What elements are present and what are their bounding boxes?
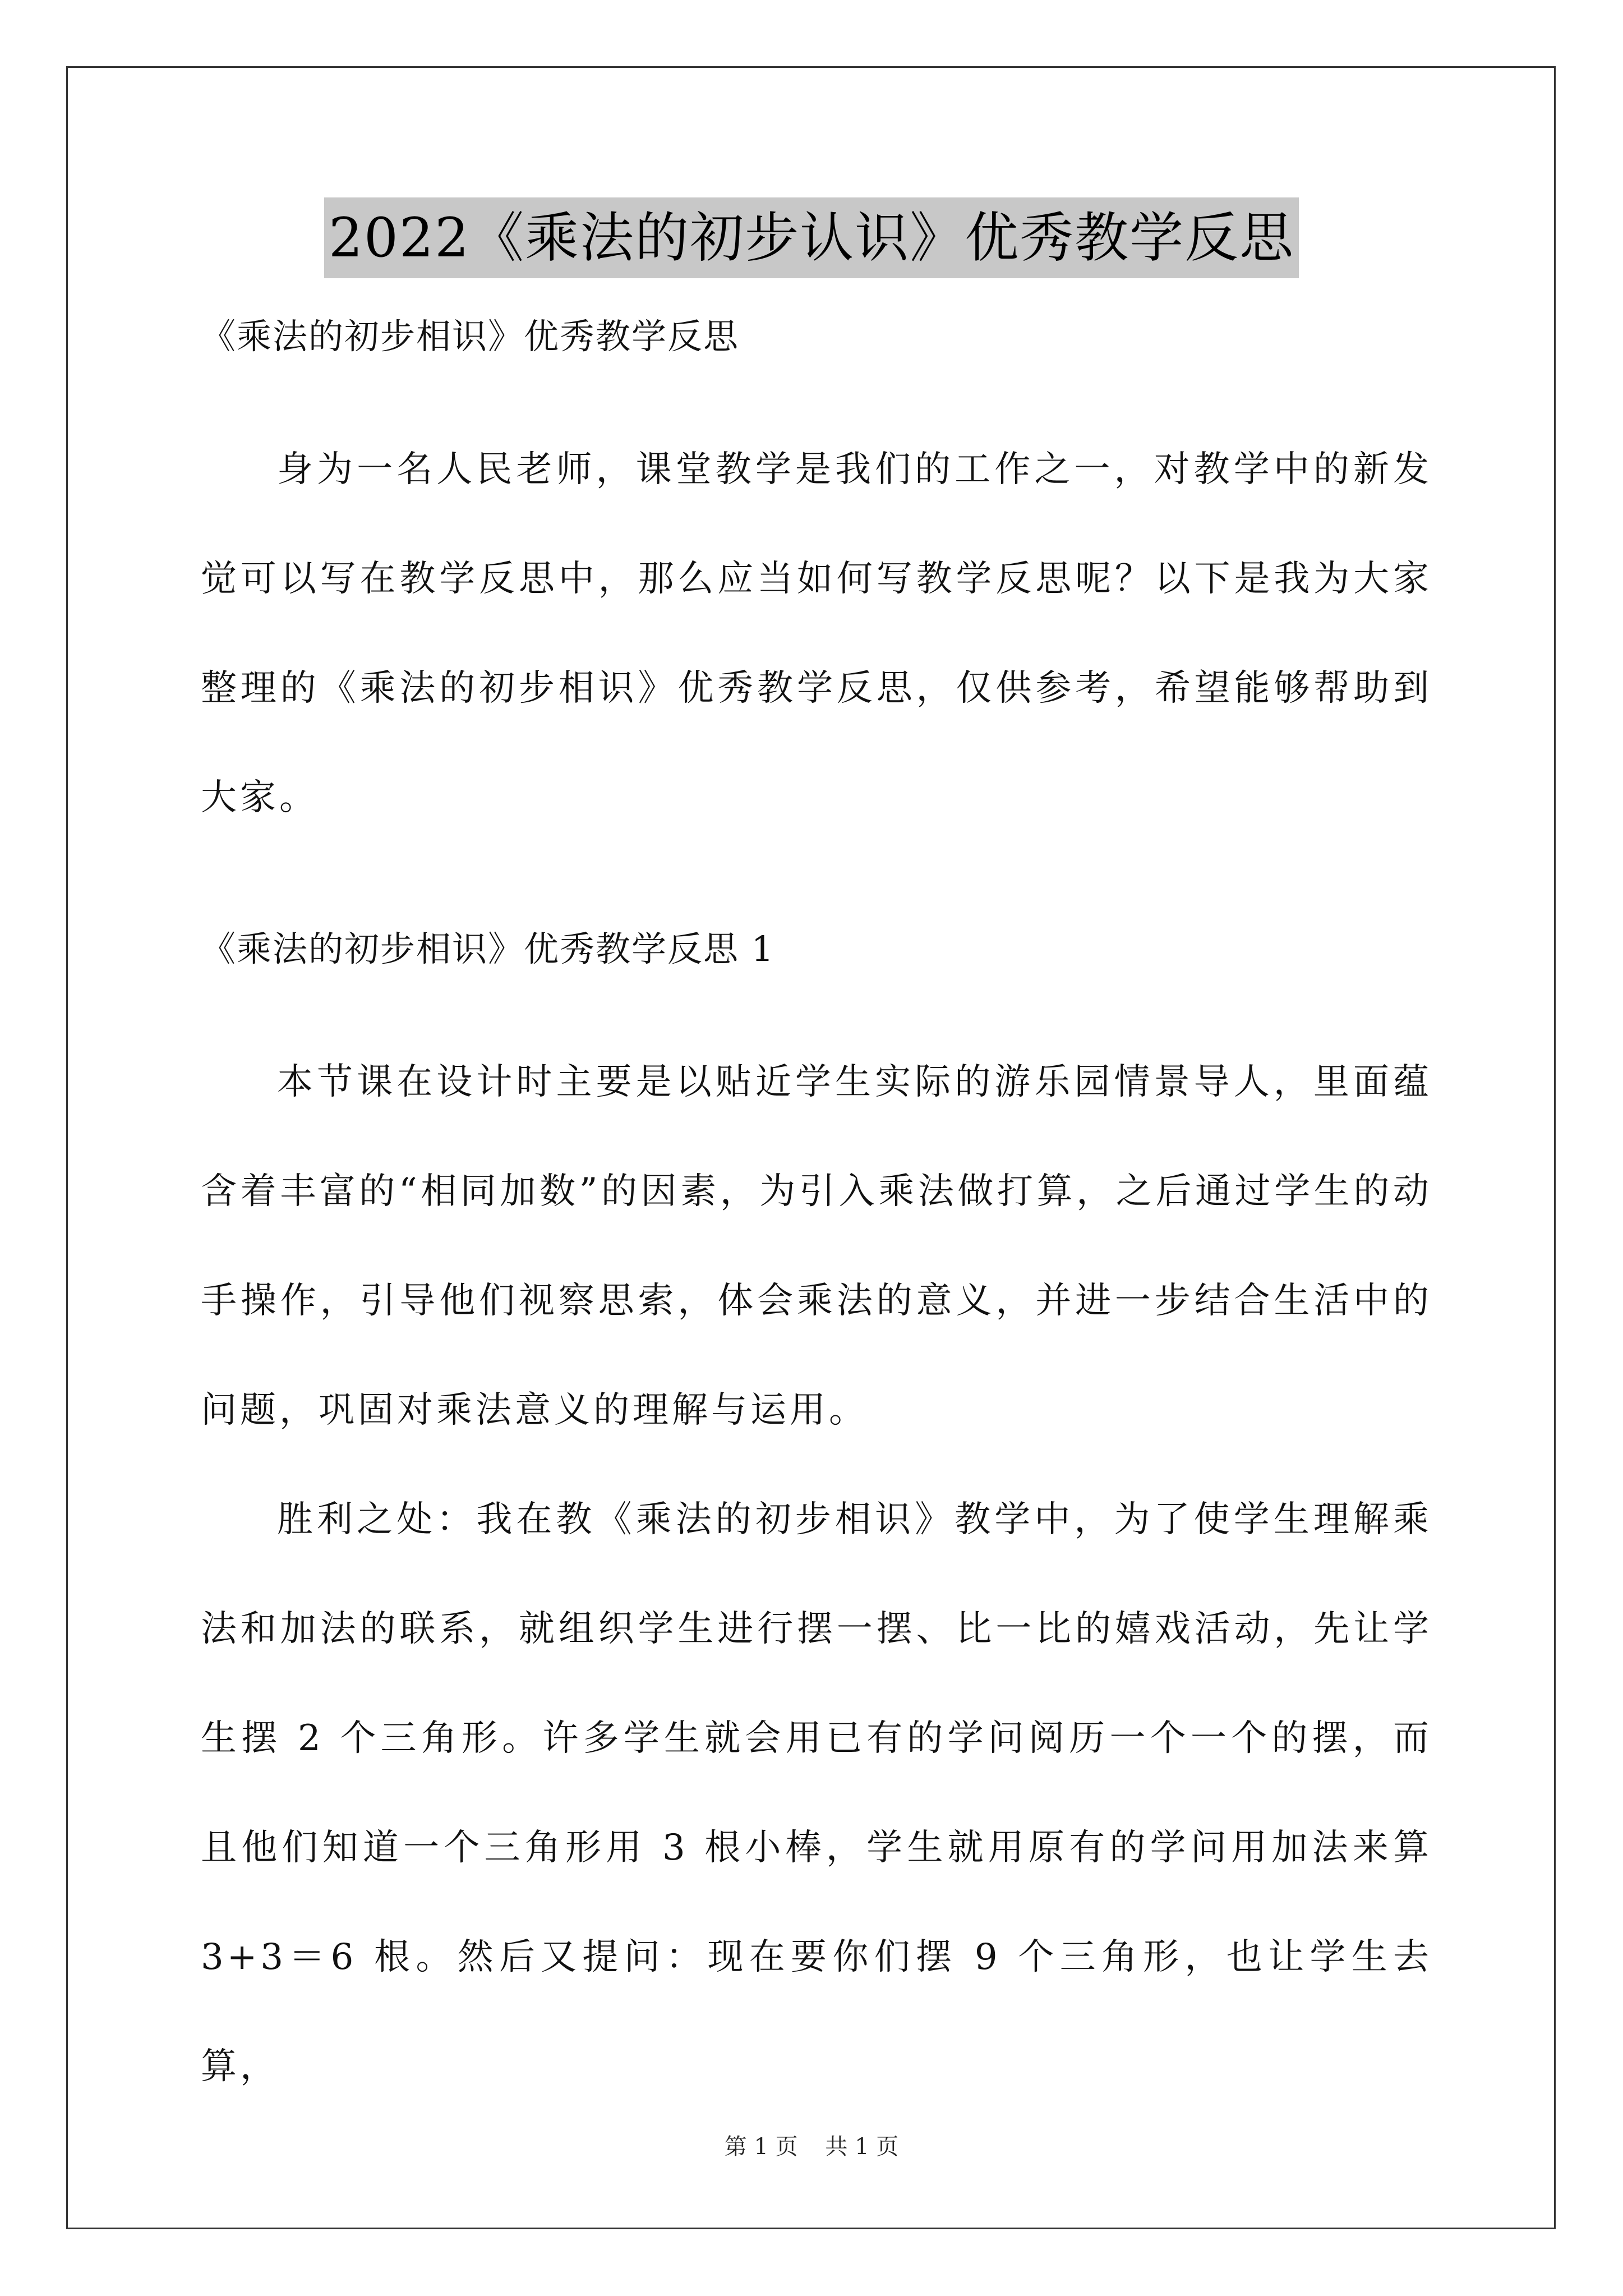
section-1-heading: 《乘法的初步相识》优秀教学反思 1 [201,928,775,969]
page-number: 第 1 页 [724,2134,798,2160]
intro-paragraph: 身为一名人民老师，课堂教学是我们的工作之一，对教学中的新发觉可以写在教学反思中，那么应当如何写教学反思呢？以下是我为大家整理的《乘法的初步相识》优秀教学反思，仅供参考，希望能够帮助到大家。 [201,449,1432,818]
page-footer [0,2129,1623,2161]
intro-heading: 《乘法的初步相识》优秀教学反思 [201,316,740,357]
section-1-paragraph-2: 胜利之处：我在教《乘法的初步相识》教学中，为了使学生理解乘法和加法的联系，就组织学生进行摆一摆、比一比的嬉戏活动，先让学生摆 2 个三角形。许多学生就会用已有的学问阅历一个一个的摆，而且他们知道一个三角形用 3 根小棒，学生就用原有的学问用加法来算 3+3＝6 根。然后又提问：现在要你们摆 9 个三角形，也让学生去算， [201,1499,1432,2087]
section-1-paragraph-1: 本节课在设计时主要是以贴近学生实际的游乐园情景导人，里面蕴含着丰富的“相同加数”的因素，为引入乘法做打算，之后通过学生的动手操作，引导他们视察思索，体会乘法的意义，并进一步结合生活中的问题，巩固对乘法意义的理解与运用。 [201,1061,1432,1431]
title-container [0,197,1623,278]
page-total: 共 1 页 [825,2134,899,2160]
document-body [201,309,1432,2122]
document-title: 2022《乘法的初步认识》优秀教学反思 [324,197,1299,278]
